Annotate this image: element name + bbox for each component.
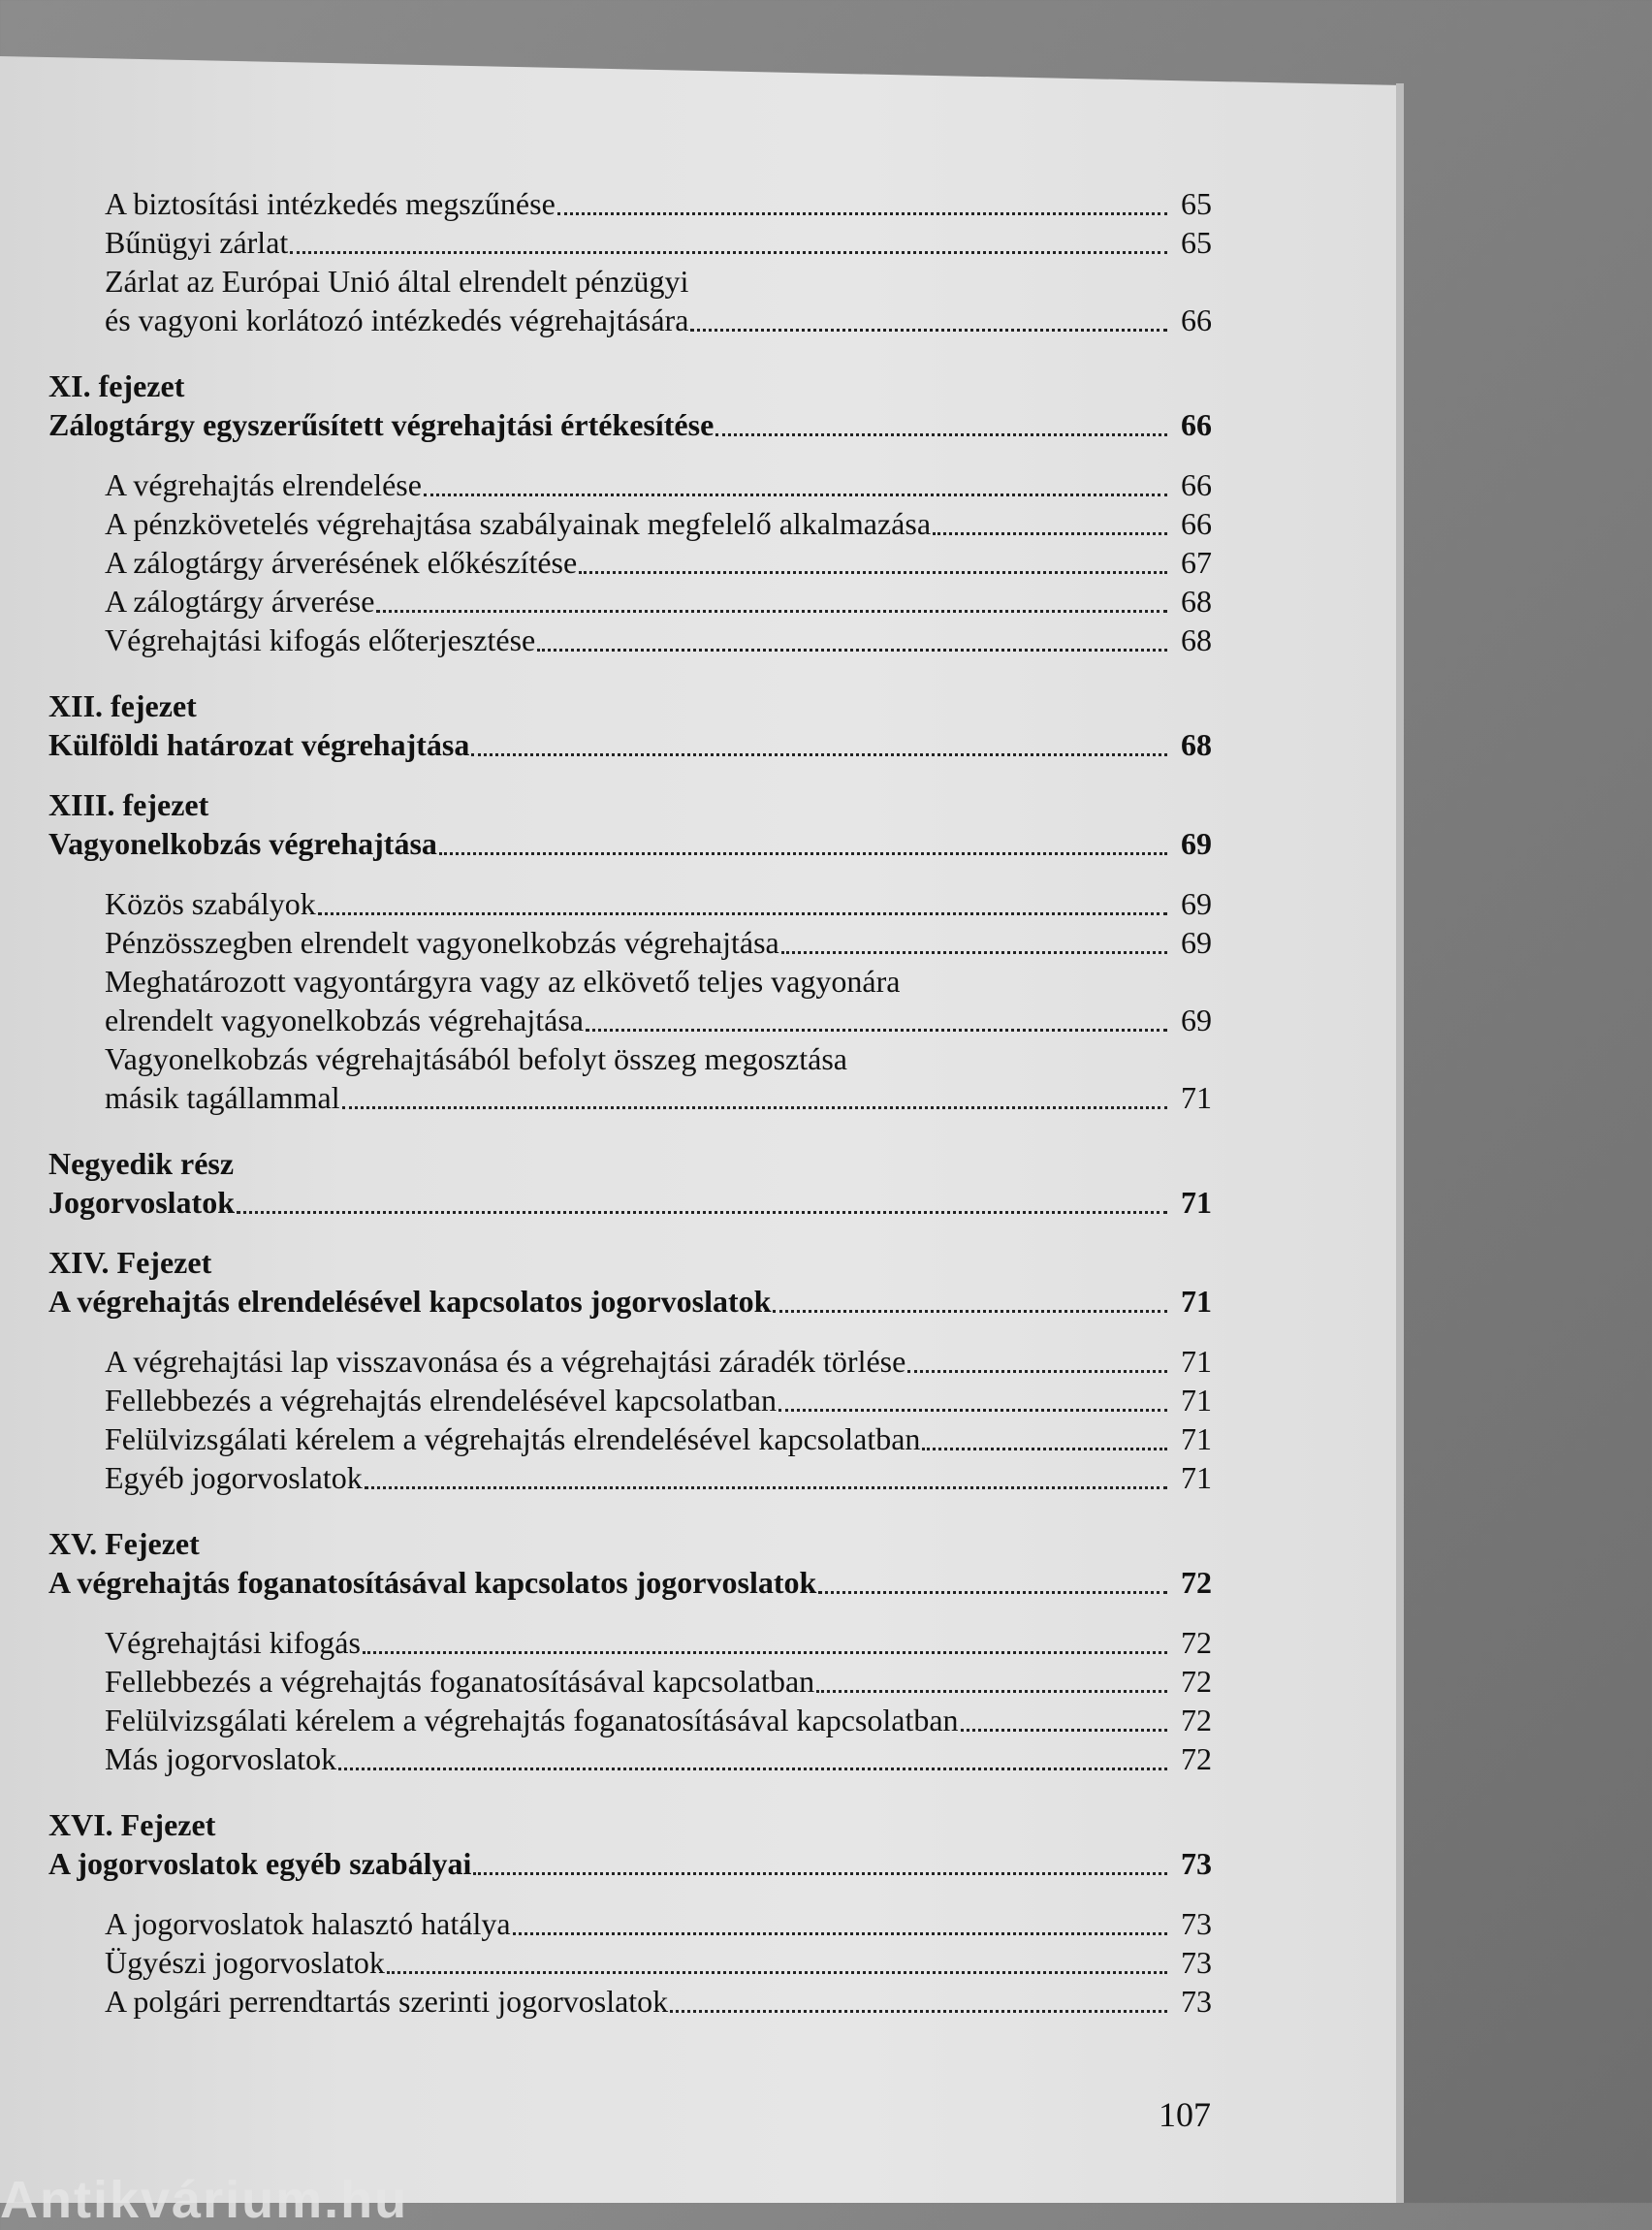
dot-leader: [376, 610, 1167, 613]
toc-page-number: 73: [1181, 1846, 1212, 1881]
toc-page-number: 68: [1181, 584, 1212, 619]
chapter-heading: XIII. fejezet: [48, 787, 209, 822]
chapter-heading: XII. fejezet: [48, 688, 197, 723]
chapter-title: Külföldi határozat végrehajtása 68: [48, 727, 1212, 762]
dot-leader: [318, 912, 1167, 915]
dot-leader: [473, 1872, 1167, 1875]
toc-page-number: 66: [1181, 467, 1212, 502]
toc-page-number: 66: [1181, 303, 1212, 337]
dot-leader: [537, 649, 1167, 652]
toc-entry: elrendelt vagyonelkobzás végrehajtása 69: [105, 1003, 1212, 1037]
dot-leader: [907, 1370, 1167, 1373]
dot-leader: [363, 1651, 1167, 1654]
dot-leader: [237, 1211, 1167, 1214]
toc-page-number: 73: [1181, 1945, 1212, 1980]
dot-leader: [557, 212, 1167, 215]
toc-entry: és vagyoni korlátozó intézkedés végrehajtására 66: [105, 303, 1212, 337]
toc-entry-line: Meghatározott vagyontárgyra vagy az elkövető teljes vagyonára: [105, 964, 901, 999]
dot-leader: [773, 1310, 1167, 1313]
chapter-title: Zálogtárgy egyszerűsített végrehajtási értékesítése 66: [48, 407, 1212, 442]
toc-entry: A végrehajtási lap visszavonása és a végrehajtási záradék törlése 71: [105, 1344, 1212, 1379]
toc-entry: A polgári perrendtartás szerinti jogorvoslatok 73: [105, 1984, 1212, 2019]
dot-leader: [816, 1690, 1167, 1693]
toc-entry: másik tagállammal 71: [105, 1080, 1212, 1115]
dot-leader: [670, 2010, 1167, 2013]
chapter-heading: XIV. Fejezet: [48, 1245, 212, 1280]
toc-page-number: 71: [1181, 1080, 1212, 1115]
toc-page-number: 66: [1181, 506, 1212, 541]
toc-page-number: 72: [1181, 1703, 1212, 1737]
toc-page-number: 71: [1181, 1383, 1212, 1418]
toc-entry: Egyéb jogorvoslatok 71: [105, 1460, 1212, 1495]
dot-leader: [922, 1448, 1167, 1450]
dot-leader: [338, 1768, 1167, 1770]
toc-page-number: 73: [1181, 1984, 1212, 2019]
dot-leader: [342, 1106, 1167, 1109]
toc-entry: A jogorvoslatok halasztó hatálya 73: [105, 1906, 1212, 1941]
dot-leader: [439, 852, 1167, 855]
dot-leader: [586, 1029, 1167, 1032]
toc-page-number: 72: [1181, 1565, 1212, 1600]
toc-page-number: 71: [1181, 1344, 1212, 1379]
toc-entry: Bűnügyi zárlat 65: [105, 225, 1212, 260]
dot-leader: [290, 251, 1167, 254]
toc-entry: Felülvizsgálati kérelem a végrehajtás foganatosításával kapcsolatban 72: [105, 1703, 1212, 1737]
chapter-heading: XV. Fejezet: [48, 1526, 200, 1561]
toc-page-number: 69: [1181, 826, 1212, 861]
toc-page-number: 69: [1181, 925, 1212, 960]
toc-entry: Fellebbezés a végrehajtás elrendelésével kapcsolatban 71: [105, 1383, 1212, 1418]
toc-page-number: 68: [1181, 727, 1212, 762]
part-title: Jogorvoslatok 71: [48, 1185, 1212, 1220]
dot-leader: [781, 951, 1167, 954]
toc-page-number: 69: [1181, 1003, 1212, 1037]
dot-leader: [579, 571, 1167, 574]
part-heading: Negyedik rész: [48, 1146, 235, 1181]
toc-entry-line: Vagyonelkobzás végrehajtásából befolyt összeg megosztása: [105, 1041, 847, 1076]
dot-leader: [387, 1971, 1167, 1974]
chapter-title: A végrehajtás elrendelésével kapcsolatos jogorvoslatok 71: [48, 1284, 1212, 1319]
toc-page-number: 65: [1181, 186, 1212, 221]
toc-page-number: 72: [1181, 1664, 1212, 1699]
chapter-heading: XVI. Fejezet: [48, 1807, 216, 1842]
chapter-title: Vagyonelkobzás végrehajtása 69: [48, 826, 1212, 861]
toc-entry: A pénzkövetelés végrehajtása szabályainak megfelelő alkalmazása 66: [105, 506, 1212, 541]
dot-leader: [365, 1486, 1167, 1489]
toc-page-number: 71: [1181, 1460, 1212, 1495]
toc-page-number: 71: [1181, 1284, 1212, 1319]
toc-entry: A végrehajtás elrendelése 66: [105, 467, 1212, 502]
toc-page-number: 68: [1181, 622, 1212, 657]
toc-entry: A zálogtárgy árverésének előkészítése 67: [105, 545, 1212, 580]
toc-page-number: 69: [1181, 886, 1212, 921]
toc-page-number: 71: [1181, 1421, 1212, 1456]
dot-leader: [513, 1932, 1167, 1935]
toc-page-number: 65: [1181, 225, 1212, 260]
dot-leader: [690, 329, 1167, 332]
toc-entry: A zálogtárgy árverése 68: [105, 584, 1212, 619]
toc-page-number: 72: [1181, 1625, 1212, 1660]
chapter-heading: XI. fejezet: [48, 368, 185, 403]
page-number: 107: [1159, 2095, 1211, 2134]
page-edge: [1396, 83, 1404, 2203]
toc-entry: Végrehajtási kifogás előterjesztése 68: [105, 622, 1212, 657]
toc-entry: Végrehajtási kifogás 72: [105, 1625, 1212, 1660]
chapter-title: A jogorvoslatok egyéb szabályai 73: [48, 1846, 1212, 1881]
dot-leader: [778, 1409, 1167, 1412]
dot-leader: [933, 532, 1167, 535]
chapter-title: A végrehajtás foganatosításával kapcsolatos jogorvoslatok 72: [48, 1565, 1212, 1600]
dot-leader: [961, 1729, 1167, 1732]
dot-leader: [715, 433, 1167, 436]
toc-entry: Ügyészi jogorvoslatok 73: [105, 1945, 1212, 1980]
dot-leader: [424, 494, 1167, 496]
toc-entry: Felülvizsgálati kérelem a végrehajtás elrendelésével kapcsolatban 71: [105, 1421, 1212, 1456]
dot-leader: [471, 753, 1167, 756]
toc-entry: A biztosítási intézkedés megszűnése 65: [105, 186, 1212, 221]
toc-entry: Pénzösszegben elrendelt vagyonelkobzás végrehajtása 69: [105, 925, 1212, 960]
watermark-logo: Antikvárium.hu: [0, 2171, 409, 2229]
toc-page-number: 72: [1181, 1741, 1212, 1776]
toc-page-number: 73: [1181, 1906, 1212, 1941]
toc-entry: Más jogorvoslatok 72: [105, 1741, 1212, 1776]
toc-page-number: 71: [1181, 1185, 1212, 1220]
toc-page-number: 66: [1181, 407, 1212, 442]
toc-entry-line: Zárlat az Európai Unió által elrendelt pénzügyi: [105, 264, 689, 299]
dot-leader: [818, 1591, 1167, 1594]
toc-entry: Fellebbezés a végrehajtás foganatosításával kapcsolatban 72: [105, 1664, 1212, 1699]
toc-page-number: 67: [1181, 545, 1212, 580]
toc-entry: Közös szabályok 69: [105, 886, 1212, 921]
